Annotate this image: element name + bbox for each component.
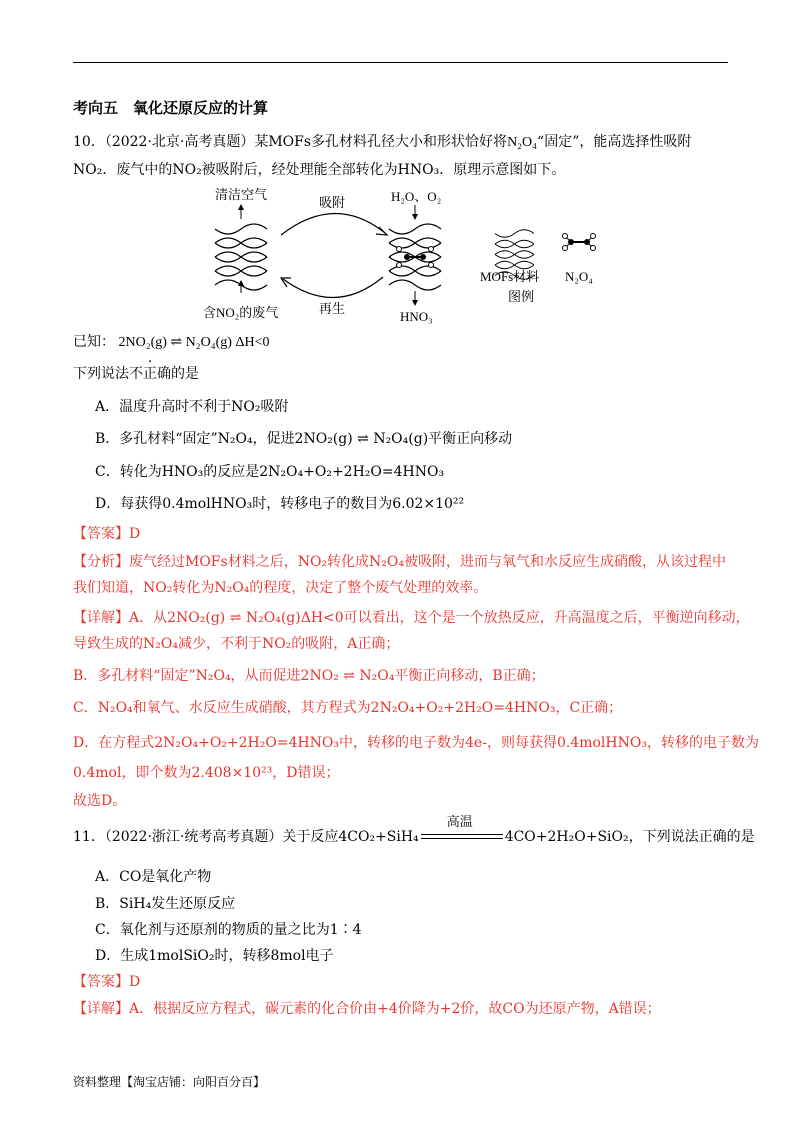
q11-detail-l1: [73, 999, 661, 1019]
q11-answer-tag: 【答案】: [73, 974, 129, 990]
q11-answer-value: D: [129, 974, 141, 990]
q10-detail-l1: [73, 608, 750, 628]
q10-detail-text1: A．从2NO₂(g) ⇌ N₂O₄(g)ΔH<0可以看出，这个是一个放热反应，升高温度之后，平衡逆向移动，: [129, 610, 750, 626]
q11-option-b: B．SiH₄发生还原反应: [95, 896, 236, 912]
q11-answer: [73, 972, 140, 992]
label-regenerate: 再生: [319, 301, 346, 316]
q10-stem-not: 不正确: [129, 366, 171, 382]
q11-condition: 高温: [446, 815, 473, 830]
footer-text: 资料整理【淘宝店铺：向阳百分百】: [73, 1075, 266, 1089]
q10-option-c: C．转化为HNO₃的反应是2N₂O₄+O₂+2H₂O=4HNO₃: [95, 464, 445, 480]
q10-answer-value: D: [129, 526, 141, 542]
q10-known: 已知： 2NO₂(g) ⇌ N₂O₄(g) ΔH<0: [73, 335, 270, 350]
q10-analysis-l1: [73, 552, 726, 572]
header-rule: [73, 62, 728, 63]
q10-analysis-tag: 【分析】: [73, 554, 129, 570]
q10-stem: [73, 364, 199, 384]
label-legend-mofs: MOFs材料: [480, 269, 540, 284]
q11-condition-arrow: [419, 815, 505, 847]
q10-detail-l3: B．多孔材料“固定”N₂O₄，从而促进2NO₂ ⇌ N₂O₄平衡正向移动，B正确；: [73, 668, 545, 684]
q10-answer: [73, 524, 140, 544]
q10-intro-line1: [73, 132, 691, 153]
label-hno3: HNO₃: [400, 309, 433, 324]
legend-n2o4: [563, 234, 596, 251]
q10-stem-a: 下列说法: [73, 366, 129, 382]
q10-diagram: [195, 185, 625, 325]
q11-option-a: A．CO是氧化产物: [95, 869, 212, 885]
q11-option-d: D．生成1molSiO₂时，转移8mol电子: [95, 948, 334, 964]
q10-analysis-text1: 废气经过MOFs材料之后，NO₂转化成N₂O₄被吸附，进而与氧气和水反应生成硝酸，从该过程中: [129, 554, 727, 570]
q11-intro-b: 4CO+2H₂O+SiO₂，下列说法正确的是: [504, 829, 755, 845]
q10-option-d: D．每获得0.4molHNO₃时，转移电子的数目为6.02×10²²: [95, 496, 465, 512]
q10-intro-a: 10．（2022·北京·高考真题）某MOFs多孔材料孔径大小和形状恰好将: [73, 134, 508, 150]
section-title: 考向五 氧化还原反应的计算: [73, 99, 269, 117]
q10-detail-l6: 0.4mol，即个数为2.408×10²³，D错误；: [73, 765, 340, 781]
q10-detail-l2: 导致生成的N₂O₄减少，不利于NO₂的吸附，A正确；: [73, 636, 400, 652]
mof-right: [389, 224, 441, 290]
q10-analysis-l2: 我们知道，NO₂转化为N₂O₄的程度，决定了整个废气处理的效率。: [73, 580, 488, 596]
q10-answer-tag: 【答案】: [73, 526, 129, 542]
q10-intro-n2o4: N₂O₄: [507, 135, 538, 150]
label-h2o-o2: H₂O、O₂: [391, 189, 442, 204]
q10-detail-l5: D．在方程式2N₂O₄+O₂+2H₂O=4HNO₃中，转移的电子数为4e-，则每获得0.4molHNO₃，转移的电子数为: [73, 735, 759, 751]
label-legend-n2o4: N₂O₄: [565, 269, 593, 284]
q11-option-c: C．氧化剂与还原剂的物质的量之比为1∶4: [95, 922, 362, 938]
q10-intro-b: “固定”，能高选择性吸附: [537, 134, 692, 150]
q10-stem-b: 的是: [171, 366, 199, 382]
label-clean-air: 清洁空气: [215, 187, 268, 202]
q10-detail-l4: C．N₂O₄和氧气、水反应生成硝酸，其方程式为2N₂O₄+O₂+2H₂O=4HNO₃，C正确；: [73, 700, 623, 716]
label-adsorb: 吸附: [319, 195, 346, 210]
q11-detail-text1: A．根据反应方程式，碳元素的化合价由+4价降为+2价，故CO为还原产物，A错误；: [129, 1001, 661, 1017]
q10-option-b: B．多孔材料“固定”N₂O₄，促进2NO₂(g) ⇌ N₂O₄(g)平衡正向移动: [95, 431, 513, 447]
q10-detail-l7: 故选D。: [73, 793, 127, 809]
label-legend-title: 图例: [508, 289, 535, 304]
q10-option-a: A．温度升高时不利于NO₂吸附: [95, 399, 289, 415]
q11-detail-tag: 【详解】: [73, 1001, 129, 1017]
q10-intro-line2: NO₂．废气中的NO₂被吸附后，经处理能全部转化为HNO₃．原理示意图如下。: [73, 162, 566, 178]
q11-intro: [73, 815, 755, 847]
q11-intro-a: 11．（2022·浙江·统考高考真题）关于反应4CO₂+SiH₄: [73, 829, 419, 845]
label-waste-gas: 含NO₂的废气: [203, 305, 279, 320]
q10-detail-tag: 【详解】: [73, 610, 129, 626]
